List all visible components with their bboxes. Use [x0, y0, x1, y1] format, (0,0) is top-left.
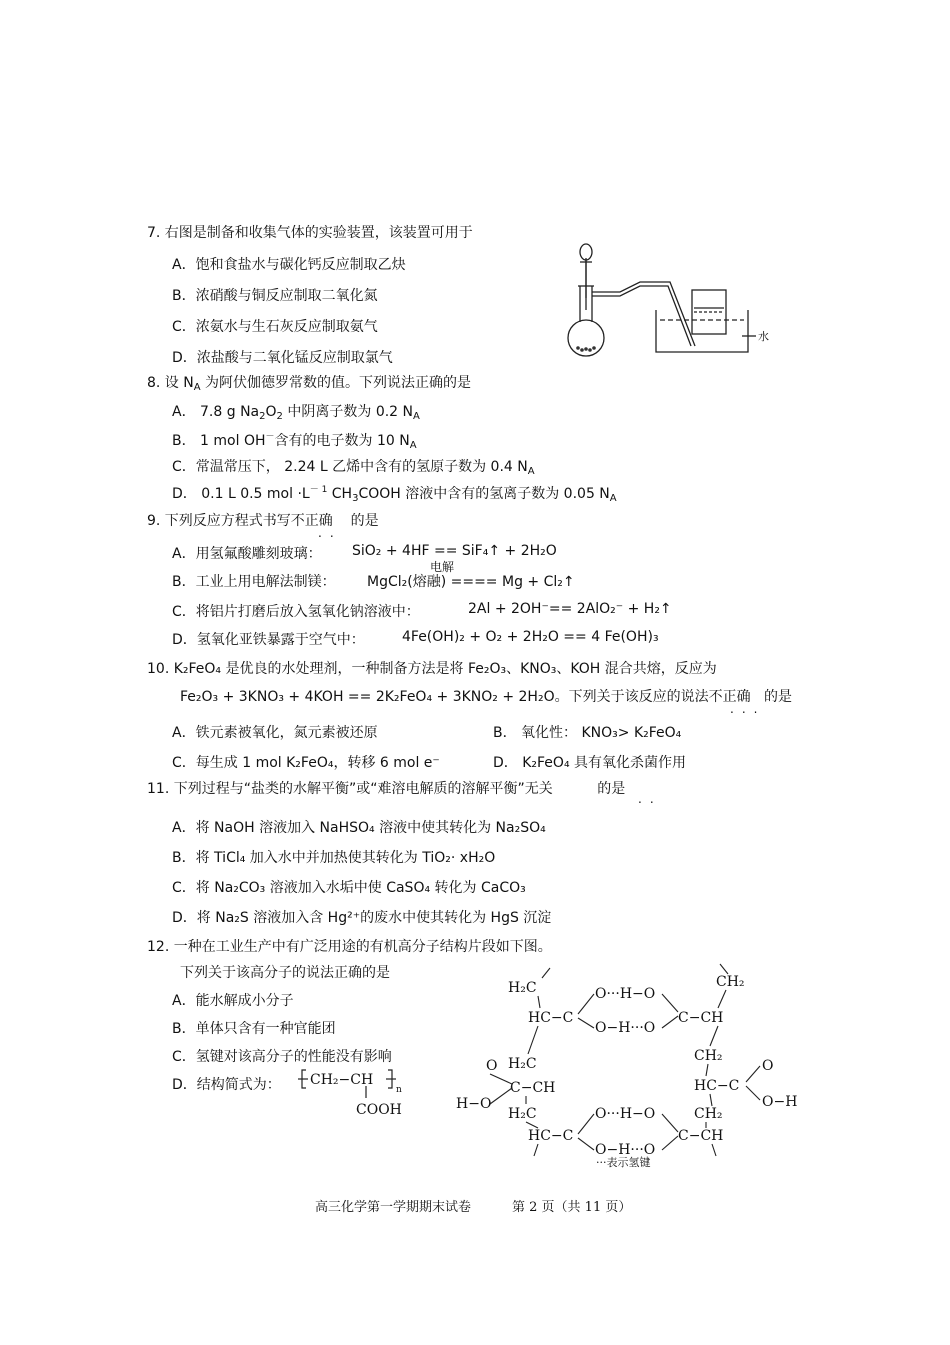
q8-option-b: B． 1 mol OH－含有的电子数为 10 $N_A$ — [172, 432, 417, 451]
footer-page-number: 第 2 页（共 11 页） — [512, 1200, 632, 1215]
q8-option-d: D． 0.1 L 0.5 mol $\cdot L^{- 1}$ $CH_3COOH$ 溶液中含有的氢离子数为 0.05 $N_A$ — [172, 485, 617, 504]
svg-text:H₂C: H₂C — [508, 980, 537, 996]
svg-text:HC−C: HC−C — [528, 1128, 574, 1144]
q7-option-c: C．浓氨水与生石灰反应制取氨气 — [172, 319, 378, 335]
svg-text:O−H: O−H — [762, 1094, 798, 1110]
svg-text:H₂C: H₂C — [508, 1056, 537, 1072]
q9-option-c: C．将铝片打磨后放入氢氧化钠溶液中： 2Al + 2OH⁻== 2AlO₂⁻ + H₂↑ — [172, 601, 672, 620]
emphasis-dots: ... — [730, 702, 766, 716]
hydrogen-bond-polymer-figure — [450, 958, 810, 1173]
q7-option-a: A．饱和食盐水与碳化钙反应制取乙炔 — [172, 257, 406, 273]
q10-stem-line1: 10. K₂FeO₄ 是优良的水处理剂，一种制备方法是将 Fe₂O₃、KNO₃、KOH 混合共熔，反应为 — [147, 661, 717, 677]
svg-text:n: n — [396, 1085, 402, 1095]
gas-apparatus-figure — [560, 238, 775, 360]
svg-text:O: O — [486, 1058, 498, 1074]
svg-text:C−CH: C−CH — [678, 1010, 724, 1026]
q9-option-d: D．氢氧化亚铁暴露于空气中： 4Fe(OH)₂ + O₂ + 2H₂O == 4 Fe(OH)₃ — [172, 629, 659, 648]
svg-text:CH₂: CH₂ — [694, 1106, 723, 1122]
q12-option-d: D．结构简式为： — [172, 1077, 281, 1093]
svg-text:O···H−O: O···H−O — [595, 986, 656, 1002]
q10-option-a: A．铁元素被氧化，氮元素被还原 — [172, 725, 378, 741]
q12-option-b: B．单体只含有一种官能团 — [172, 1021, 336, 1037]
svg-text:O···H−O: O···H−O — [595, 1106, 656, 1122]
water-label: 水 — [758, 330, 769, 343]
q10-option-b: B． 氧化性： KNO₃> K₂FeO₄ — [493, 725, 682, 741]
q8-stem: 8. 设 $N_A$ 为阿伏伽德罗常数的值。下列说法正确的是 — [147, 375, 472, 393]
q9-option-a: A．用氢氟酸雕刻玻璃： SiO₂ + 4HF == SiF₄↑ + 2H₂O — [172, 543, 557, 562]
q11-option-c: C．将 Na₂CO₃ 溶液加入水垢中使 CaSO₄ 转化为 CaCO₃ — [172, 880, 526, 896]
svg-text:O: O — [762, 1058, 774, 1074]
q8-option-a: A． 7.8 g $Na_2O_2$ 中阴离子数为 0.2 $N_A$ — [172, 404, 420, 422]
electrolysis-condition: 电解 — [430, 560, 455, 574]
polymer-structural-formula — [298, 1068, 410, 1120]
svg-text:HC−C: HC−C — [528, 1010, 574, 1026]
svg-text:CH₂−CH: CH₂−CH — [310, 1072, 374, 1088]
svg-text:H−O: H−O — [456, 1096, 492, 1112]
svg-text:H₂C: H₂C — [508, 1106, 537, 1122]
q12-sub-stem: 下列关于该高分子的说法正确的是 — [180, 965, 390, 981]
emphasis-dots: .. — [318, 526, 342, 540]
q10-stem-line2: Fe₂O₃ + 3KNO₃ + 4KOH == 2K₂FeO₄ + 3KNO₂ + 2H₂O。下列关于该反应的说法不正确 的是 — [180, 689, 792, 705]
q10-option-c: C．每生成 1 mol K₂FeO₄，转移 6 mol e⁻ — [172, 755, 440, 771]
svg-text:O−H···O: O−H···O — [595, 1020, 656, 1036]
q8-option-c: C．常温常压下， 2.24 L 乙烯中含有的氢原子数为 0.4 $N_A$ — [172, 459, 535, 477]
q11-stem: 11. 下列过程与“盐类的水解平衡”或“难溶电解质的溶解平衡”无关 的是 — [147, 781, 626, 797]
figure-caption: ···表示氢键 — [596, 1156, 651, 1169]
q11-option-a: A．将 NaOH 溶液加入 NaHSO₄ 溶液中使其转化为 Na₂SO₄ — [172, 820, 546, 836]
q12-option-c: C．氢键对该高分子的性能没有影响 — [172, 1049, 392, 1065]
q11-option-d: D．将 Na₂S 溶液加入含 Hg²⁺的废水中使其转化为 HgS 沉淀 — [172, 910, 552, 926]
q7-option-b: B．浓硝酸与铜反应制取二氧化氮 — [172, 288, 378, 304]
q12-option-a: A．能水解成小分子 — [172, 993, 294, 1009]
svg-text:O−H···O: O−H···O — [595, 1142, 656, 1158]
footer-title: 高三化学第一学期期末试卷 — [315, 1200, 472, 1215]
emphasis-dots: .. — [638, 792, 662, 806]
q7-stem: 7. 右图是制备和收集气体的实验装置，该装置可用于 — [147, 225, 473, 241]
q9-option-b: B．工业上用电解法制镁： MgCl₂(熔融) ==== Mg + Cl₂↑ — [172, 574, 575, 590]
svg-text:CH₂: CH₂ — [716, 974, 745, 990]
svg-text:HC−C: HC−C — [694, 1078, 740, 1094]
q12-stem: 12. 一种在工业生产中有广泛用途的有机高分子结构片段如下图。 — [147, 939, 552, 955]
q11-option-b: B．将 TiCl₄ 加入水中并加热使其转化为 TiO₂· xH₂O — [172, 850, 496, 866]
svg-text:C−CH: C−CH — [678, 1128, 724, 1144]
q10-option-d: D． K₂FeO₄ 具有氧化杀菌作用 — [493, 755, 687, 771]
q7-option-d: D．浓盐酸与二氧化锰反应制取氯气 — [172, 350, 393, 366]
q9-stem: 9. 下列反应方程式书写不正确 的是 — [147, 513, 379, 529]
svg-text:CH₂: CH₂ — [694, 1048, 723, 1064]
svg-text:COOH: COOH — [356, 1102, 402, 1118]
svg-text:C−CH: C−CH — [510, 1080, 556, 1096]
